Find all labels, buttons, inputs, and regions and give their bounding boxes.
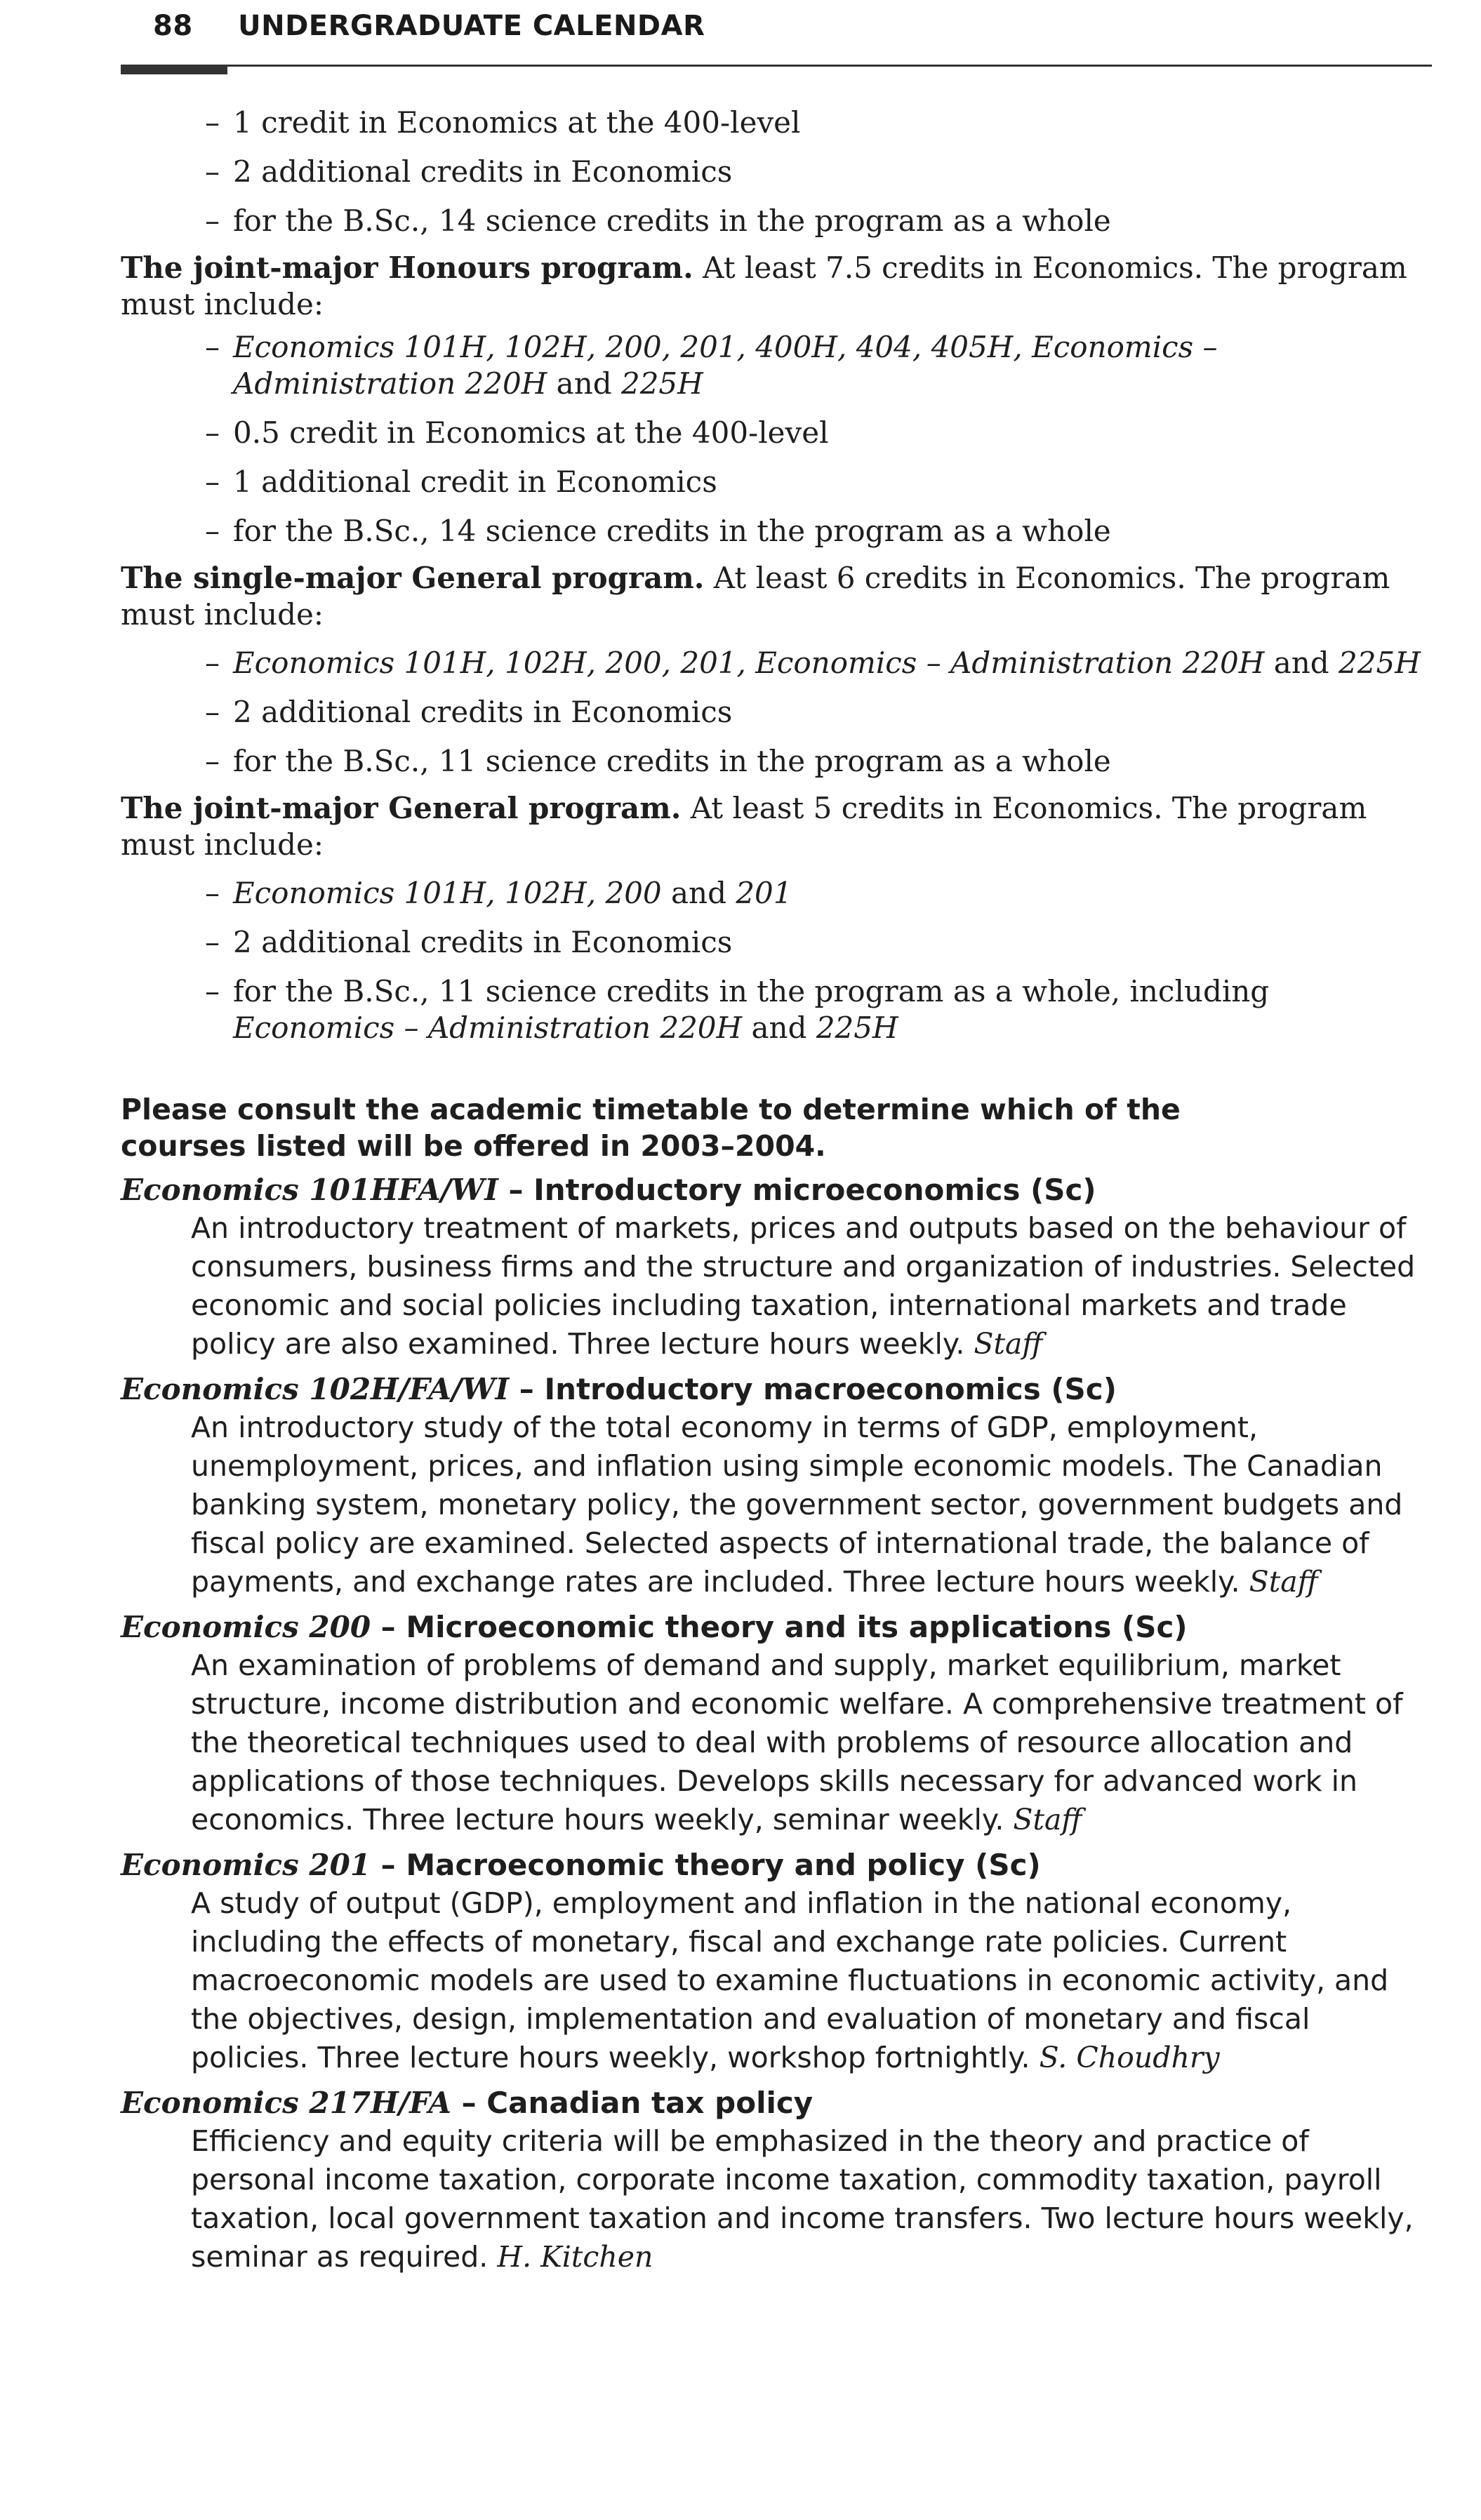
program-desc: At least 7.5 credits in Economics. The program must include:: [121, 251, 1407, 321]
list-item: – 1 credit in Economics at the 400-level: [205, 105, 801, 140]
course-code: Economics 102H/FA/WI: [121, 1372, 510, 1406]
course-instructor: Staff: [1249, 1565, 1318, 1599]
course-heading: Economics 101HFA/WI – Introductory microeconomics (Sc): [121, 1173, 1096, 1207]
course-title: Canadian tax policy: [486, 2086, 813, 2120]
course-entry: [121, 1171, 1426, 1364]
requirements-list: [121, 98, 1426, 246]
list-item: – Economics 101H, 102H, 200 and 201: [205, 876, 792, 910]
requirements-list: [121, 329, 1426, 556]
course-entry: [121, 2084, 1426, 2276]
course-description: An introductory study of the total economy in terms of GDP, employment, unemployment, prices, and inflation using simple economic models. The Canadian banking system, monetary policy, the government sector, government budgets and fiscal policy are examined. Selected aspects of international trade, the balance of payments, and exchange rates are included. Three lecture hours weekly. Staff: [191, 1411, 1403, 1599]
program-title: The joint-major General program.: [121, 791, 682, 825]
requirements-list: [121, 869, 1426, 1046]
list-item: – Economics 101H, 102H, 200, 201, Economics – Administration 220H and 225H: [205, 646, 1421, 680]
course-heading: Economics 200 – Microeconomic theory and its applications (Sc): [121, 1610, 1188, 1644]
program-title: The single-major General program.: [121, 561, 705, 595]
list-item: – for the B.Sc., 11 science credits in the program as a whole: [205, 744, 1111, 778]
program-heading: [121, 560, 1426, 633]
list-item: – 0.5 credit in Economics at the 400-level: [205, 415, 829, 450]
header-rule: [121, 65, 1432, 67]
header-rule-accent: [121, 65, 227, 74]
page-content: [121, 98, 1426, 2276]
program-heading: [121, 250, 1426, 323]
timetable-notice: Please consult the academic timetable to determine which of the courses listed will be offered in 2003–2004.: [121, 1093, 1181, 1163]
course-description: Efficiency and equity criteria will be emphasized in the theory and practice of personal income taxation, corporate income taxation, commodity taxation, payroll taxation, local government taxation and income transfers. Two lecture hours weekly, seminar as required. H. Kitchen: [191, 2124, 1414, 2274]
program-heading: [121, 790, 1426, 863]
course-heading: Economics 217H/FA – Canadian tax policy: [121, 2086, 813, 2120]
program-desc: At least 5 credits in Economics. The program must include:: [121, 791, 1367, 862]
course-title: Macroeconomic theory and policy (Sc): [406, 1848, 1041, 1882]
course-title: Introductory macroeconomics (Sc): [544, 1372, 1117, 1406]
course-code: Economics 200: [121, 1610, 371, 1644]
program-desc: At least 6 credits in Economics. The program must include:: [121, 561, 1390, 632]
list-item: – 1 additional credit in Economics: [205, 465, 717, 499]
course-instructor: H. Kitchen: [497, 2240, 653, 2274]
course-instructor: Staff: [974, 1327, 1043, 1361]
course-title: Introductory microeconomics (Sc): [533, 1173, 1096, 1207]
requirements-list: [121, 639, 1426, 786]
course-instructor: S. Choudhry: [1039, 2041, 1220, 2074]
course-entry: [121, 1846, 1426, 2077]
page-header: [153, 10, 705, 42]
course-description: An examination of problems of demand and supply, market equilibrium, market structure, income distribution and economic welfare. A comprehensive treatment of the theoretical techniques used to deal with problems of resource allocation and applications of those techniques. Develops skills necessary for advanced work in economics. Three lecture hours weekly, seminar weekly. Staff: [191, 1648, 1403, 1836]
course-description: A study of output (GDP), employment and inflation in the national economy, including the effects of monetary, fiscal and exchange rate policies. Current macroeconomic models are used to examine fluctuations in economic activity, and the objectives, design, implementation and evaluation of monetary and fiscal policies. Three lecture hours weekly, workshop fortnightly. S. Choudhry: [191, 1886, 1389, 2074]
course-entry: [121, 1371, 1426, 1601]
program-title: The joint-major Honours program.: [121, 251, 693, 285]
course-title: Microeconomic theory and its applications (Sc): [406, 1610, 1188, 1644]
list-item: – for the B.Sc., 14 science credits in the program as a whole: [205, 514, 1111, 548]
list-item: – for the B.Sc., 14 science credits in the program as a whole: [205, 204, 1111, 238]
list-item: – 2 additional credits in Economics: [205, 154, 733, 189]
course-description: An introductory treatment of markets, prices and outputs based on the behaviour of consumers, business firms and the structure and organization of industries. Selected economic and social policies including taxation, international markets and trade policy are also examined. Three lecture hours weekly. Staff: [191, 1211, 1416, 1361]
course-code: Economics 101HFA/WI: [121, 1173, 498, 1207]
course-entry: [121, 1608, 1426, 1839]
list-item: – for the B.Sc., 11 science credits in the program as a whole, including Economics – Administration 220H and 225H: [205, 974, 1270, 1045]
course-code: Economics 217H/FA: [121, 2086, 452, 2120]
list-item: – 2 additional credits in Economics: [205, 695, 733, 729]
course-heading: Economics 102H/FA/WI – Introductory macroeconomics (Sc): [121, 1372, 1117, 1406]
list-item: – Economics 101H, 102H, 200, 201, 400H, 404, 405H, Economics – Administration 220H and 225H: [205, 330, 1218, 401]
page-number: 88: [153, 10, 193, 42]
course-code: Economics 201: [121, 1848, 371, 1882]
course-heading: Economics 201 – Macroeconomic theory and policy (Sc): [121, 1848, 1041, 1882]
running-title: UNDERGRADUATE CALENDAR: [238, 10, 705, 42]
course-instructor: Staff: [1013, 1803, 1082, 1836]
list-item: – 2 additional credits in Economics: [205, 925, 733, 959]
